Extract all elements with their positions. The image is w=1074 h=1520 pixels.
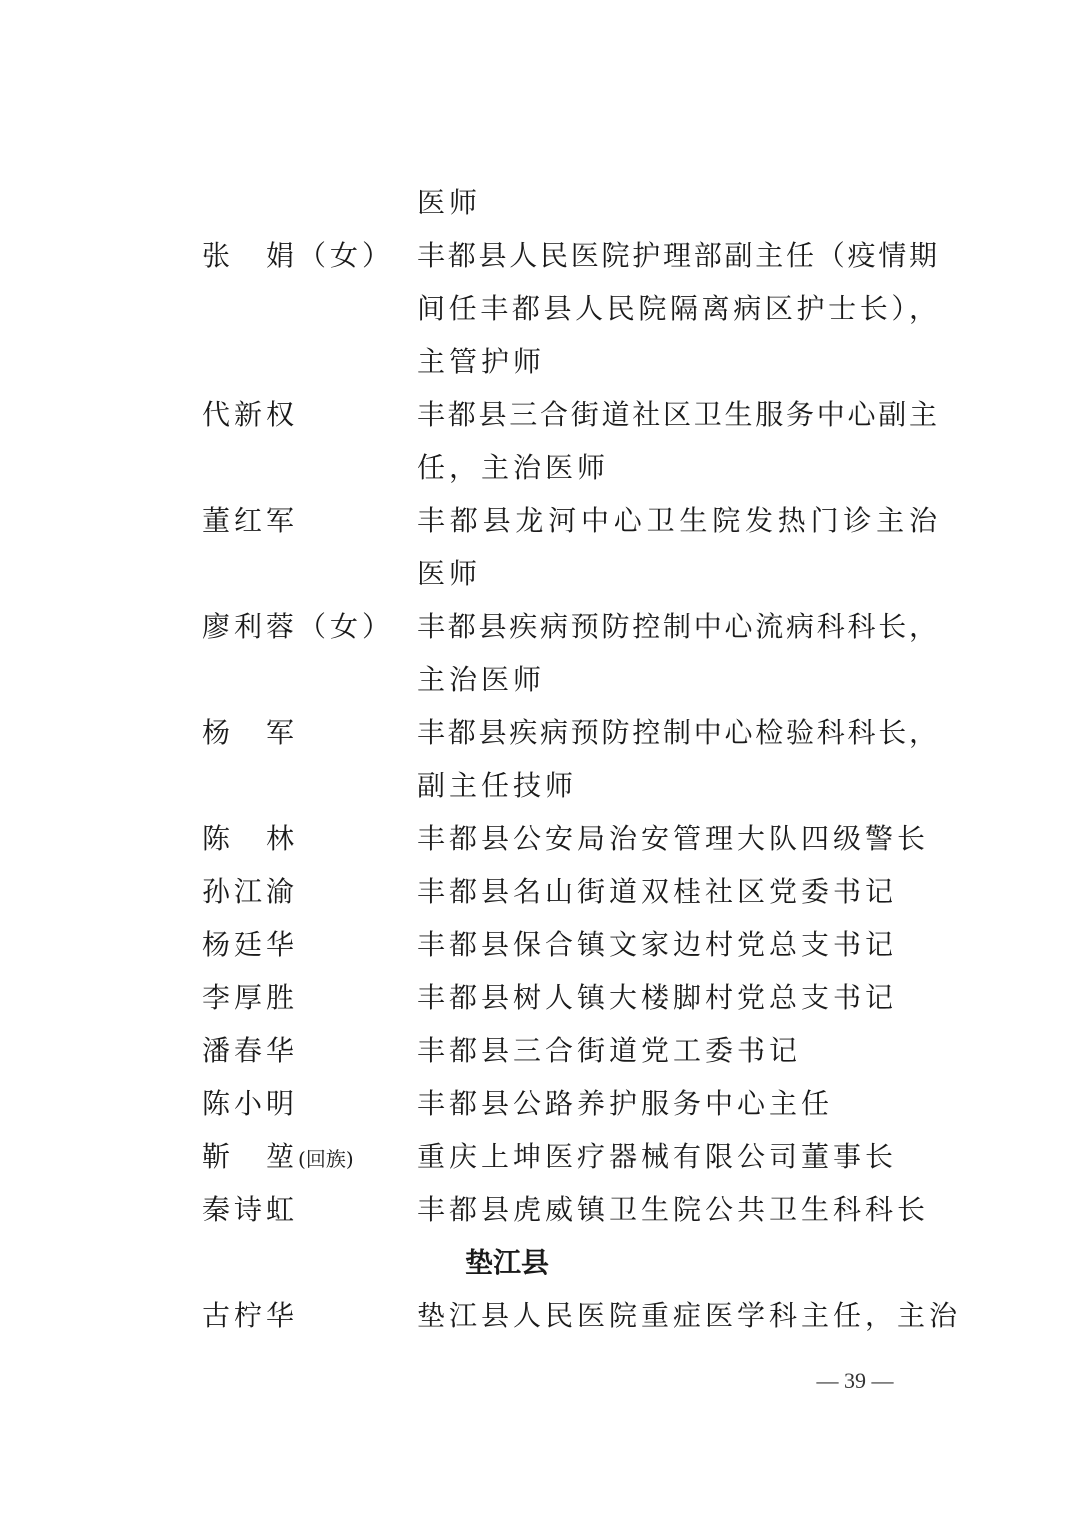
position-description-line: 副主任技师 [417, 769, 578, 802]
position-description-line: 丰都县三合街道社区卫生服务中心副主 [417, 398, 937, 431]
position-description-line: 丰都县三合街道党工委书记 [417, 1034, 802, 1067]
person-name [202, 395, 298, 435]
person-name [202, 978, 298, 1018]
person-name-text: 杨 军 [202, 716, 299, 749]
person-name-text: 代新权 [202, 398, 299, 431]
position-description-line: 丰都县公安局治安管理大队四级警长 [417, 822, 930, 855]
person-name-text: 董红军 [202, 504, 299, 537]
person-name [202, 236, 394, 276]
person-name [202, 1137, 354, 1177]
section-heading: 垫江县 [464, 1246, 549, 1279]
position-description-line: 丰都县人民医院护理部副主任（疫情期 [417, 239, 937, 272]
position-description-line: 丰都县保合镇文家边村党总支书记 [417, 928, 898, 961]
person-name-text: 张 娟（女） [202, 239, 395, 272]
person-name-text: 靳 堃 [202, 1140, 299, 1173]
page-number: — 39 — [816, 1368, 894, 1393]
person-name [202, 1296, 298, 1336]
ethnicity-note: (回族) [298, 1147, 354, 1171]
position-description-line: 医师 [417, 186, 482, 219]
position-description-line: 任，主治医师 [417, 451, 610, 484]
position-description-line: 丰都县树人镇大楼脚村党总支书记 [417, 981, 898, 1014]
position-description-line: 主管护师 [417, 345, 546, 378]
person-name [202, 819, 298, 859]
position-description-line: 垫江县人民医院重症医学科主任，主治 [417, 1299, 962, 1332]
person-name-text: 廖利蓉（女） [202, 610, 395, 643]
person-name [202, 1031, 298, 1071]
person-name-text: 李厚胜 [202, 981, 299, 1014]
position-description-line: 间任丰都县人民院隔离病区护士长）， [417, 292, 937, 325]
person-name [202, 713, 298, 753]
person-name-text: 陈小明 [202, 1087, 299, 1120]
person-name-text: 潘春华 [202, 1034, 299, 1067]
position-description-line: 主治医师 [417, 663, 546, 696]
position-description-line: 丰都县公路养护服务中心主任 [417, 1087, 834, 1120]
person-name [202, 607, 394, 647]
position-description-line: 医师 [417, 557, 482, 590]
person-name-text: 秦诗虹 [202, 1193, 299, 1226]
person-name [202, 872, 298, 912]
position-description-line: 丰都县疾病预防控制中心检验科科长， [417, 716, 937, 749]
person-name-text: 陈 林 [202, 822, 299, 855]
position-description-line: 丰都县龙河中心卫生院发热门诊主治 [417, 504, 937, 537]
person-name [202, 1190, 298, 1230]
position-description-line: 丰都县疾病预防控制中心流病科科长， [417, 610, 937, 643]
person-name [202, 1084, 298, 1124]
person-name [202, 925, 298, 965]
person-name-text: 杨廷华 [202, 928, 299, 961]
person-name-text: 古柠华 [202, 1299, 299, 1332]
person-name [202, 501, 298, 541]
person-name-text: 孙江渝 [202, 875, 299, 908]
position-description-line: 丰都县虎威镇卫生院公共卫生科科长 [417, 1193, 930, 1226]
position-description-line: 丰都县名山街道双桂社区党委书记 [417, 875, 898, 908]
position-description-line: 重庆上坤医疗器械有限公司董事长 [417, 1140, 898, 1173]
